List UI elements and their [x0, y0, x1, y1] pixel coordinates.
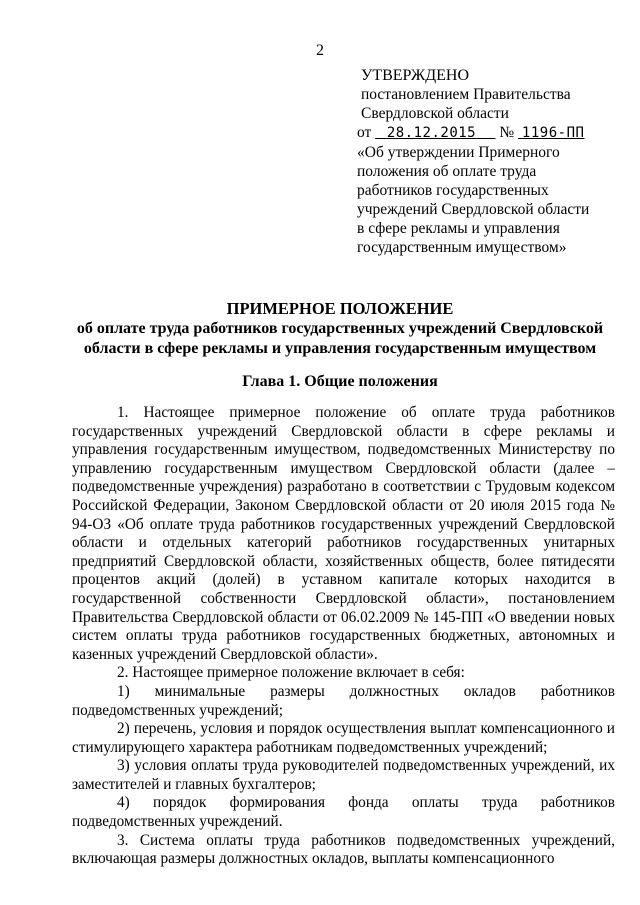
- paragraph-3: 3. Система оплаты труда работников подведомственных учреждений, включающая размеры должностных окладов, выплаты компенсационного: [72, 831, 615, 868]
- approval-date-line: [357, 123, 632, 143]
- approval-date: 28.12.2015: [386, 125, 477, 141]
- document-title-main: ПРИМЕРНОЕ ПОЛОЖЕНИЕ: [226, 299, 454, 318]
- approval-line-2: Свердловской области: [361, 105, 509, 122]
- document-body: [72, 404, 615, 869]
- approval-from-label: от: [357, 124, 372, 141]
- paragraph-2: 2. Настоящее примерное положение включает в себя:: [117, 664, 465, 682]
- document-title: [60, 299, 620, 359]
- approval-subject-4: учреждений Свердловской области: [357, 201, 590, 218]
- page-number: 2: [316, 42, 324, 59]
- approval-subject-1: «Об утверждении Примерного: [357, 144, 560, 161]
- document-title-sub-1: об оплате труда работников государственных учреждений Свердловской: [76, 320, 604, 337]
- approval-subject-6: государственным имуществом»: [357, 239, 567, 256]
- approval-number: 1196-ПП: [521, 125, 585, 141]
- chapter-heading: Глава 1. Общие положения: [242, 373, 438, 390]
- approval-subject-3: работников государственных: [357, 182, 549, 199]
- approval-line-1: постановлением Правительства: [361, 86, 571, 103]
- approval-subject-5: в сфере рекламы и управления: [357, 220, 560, 237]
- paragraph-2-item-4: 4) порядок формирования фонда оплаты труда работников подведомственных учреждений.: [72, 794, 615, 831]
- approval-number-label: №: [499, 124, 515, 141]
- approval-heading: УТВЕРЖДЕНО: [361, 67, 470, 84]
- document-title-sub-2: области в сфере рекламы и управления государственным имуществом: [83, 340, 597, 357]
- approval-subject-2: положения об оплате труда: [357, 163, 537, 180]
- paragraph-2-item-3: 3) условия оплаты труда руководителей подведомственных учреждений, их заместителей и главных бухгалтеров;: [72, 757, 615, 793]
- paragraph-1: 1. Настоящее примерное положение об оплате труда работников государственных учреждений Свердловской области в сфере рекламы и управления государственным имуществом, подведомственных Министерству по управлению государственным имуществом Свердловской области (далее – подведомственные учреждения) разработано в соответствии с Трудовым кодексом Российской Федерации, Законом Свердловской области от 20 июля 2015 года № 94-ОЗ «Об оплате труда работников государственных учреждений Свердловской области и отдельных категорий работников государственных унитарных предприятий Свердловской области, хозяйственных обществ, более пятидесяти процентов акций (долей) в уставном капитале которых находится в государственной собственности Свердловской области», постановлением Правительства Свердловской области от 06.02.2009 № 145-ПП «О введении новых систем оплаты труда работников государственных бюджетных, автономных и казенных учреждений Свердловской области».: [72, 404, 615, 663]
- approval-stamp: [357, 66, 632, 257]
- paragraph-2-item-2: 2) перечень, условия и порядок осуществления выплат компенсационного и стимулирующего характера работникам подведомственных учреждений;: [72, 720, 615, 756]
- paragraph-2-item-1: 1) минимальные размеры должностных окладов работников подведомственных учреждений;: [72, 682, 615, 719]
